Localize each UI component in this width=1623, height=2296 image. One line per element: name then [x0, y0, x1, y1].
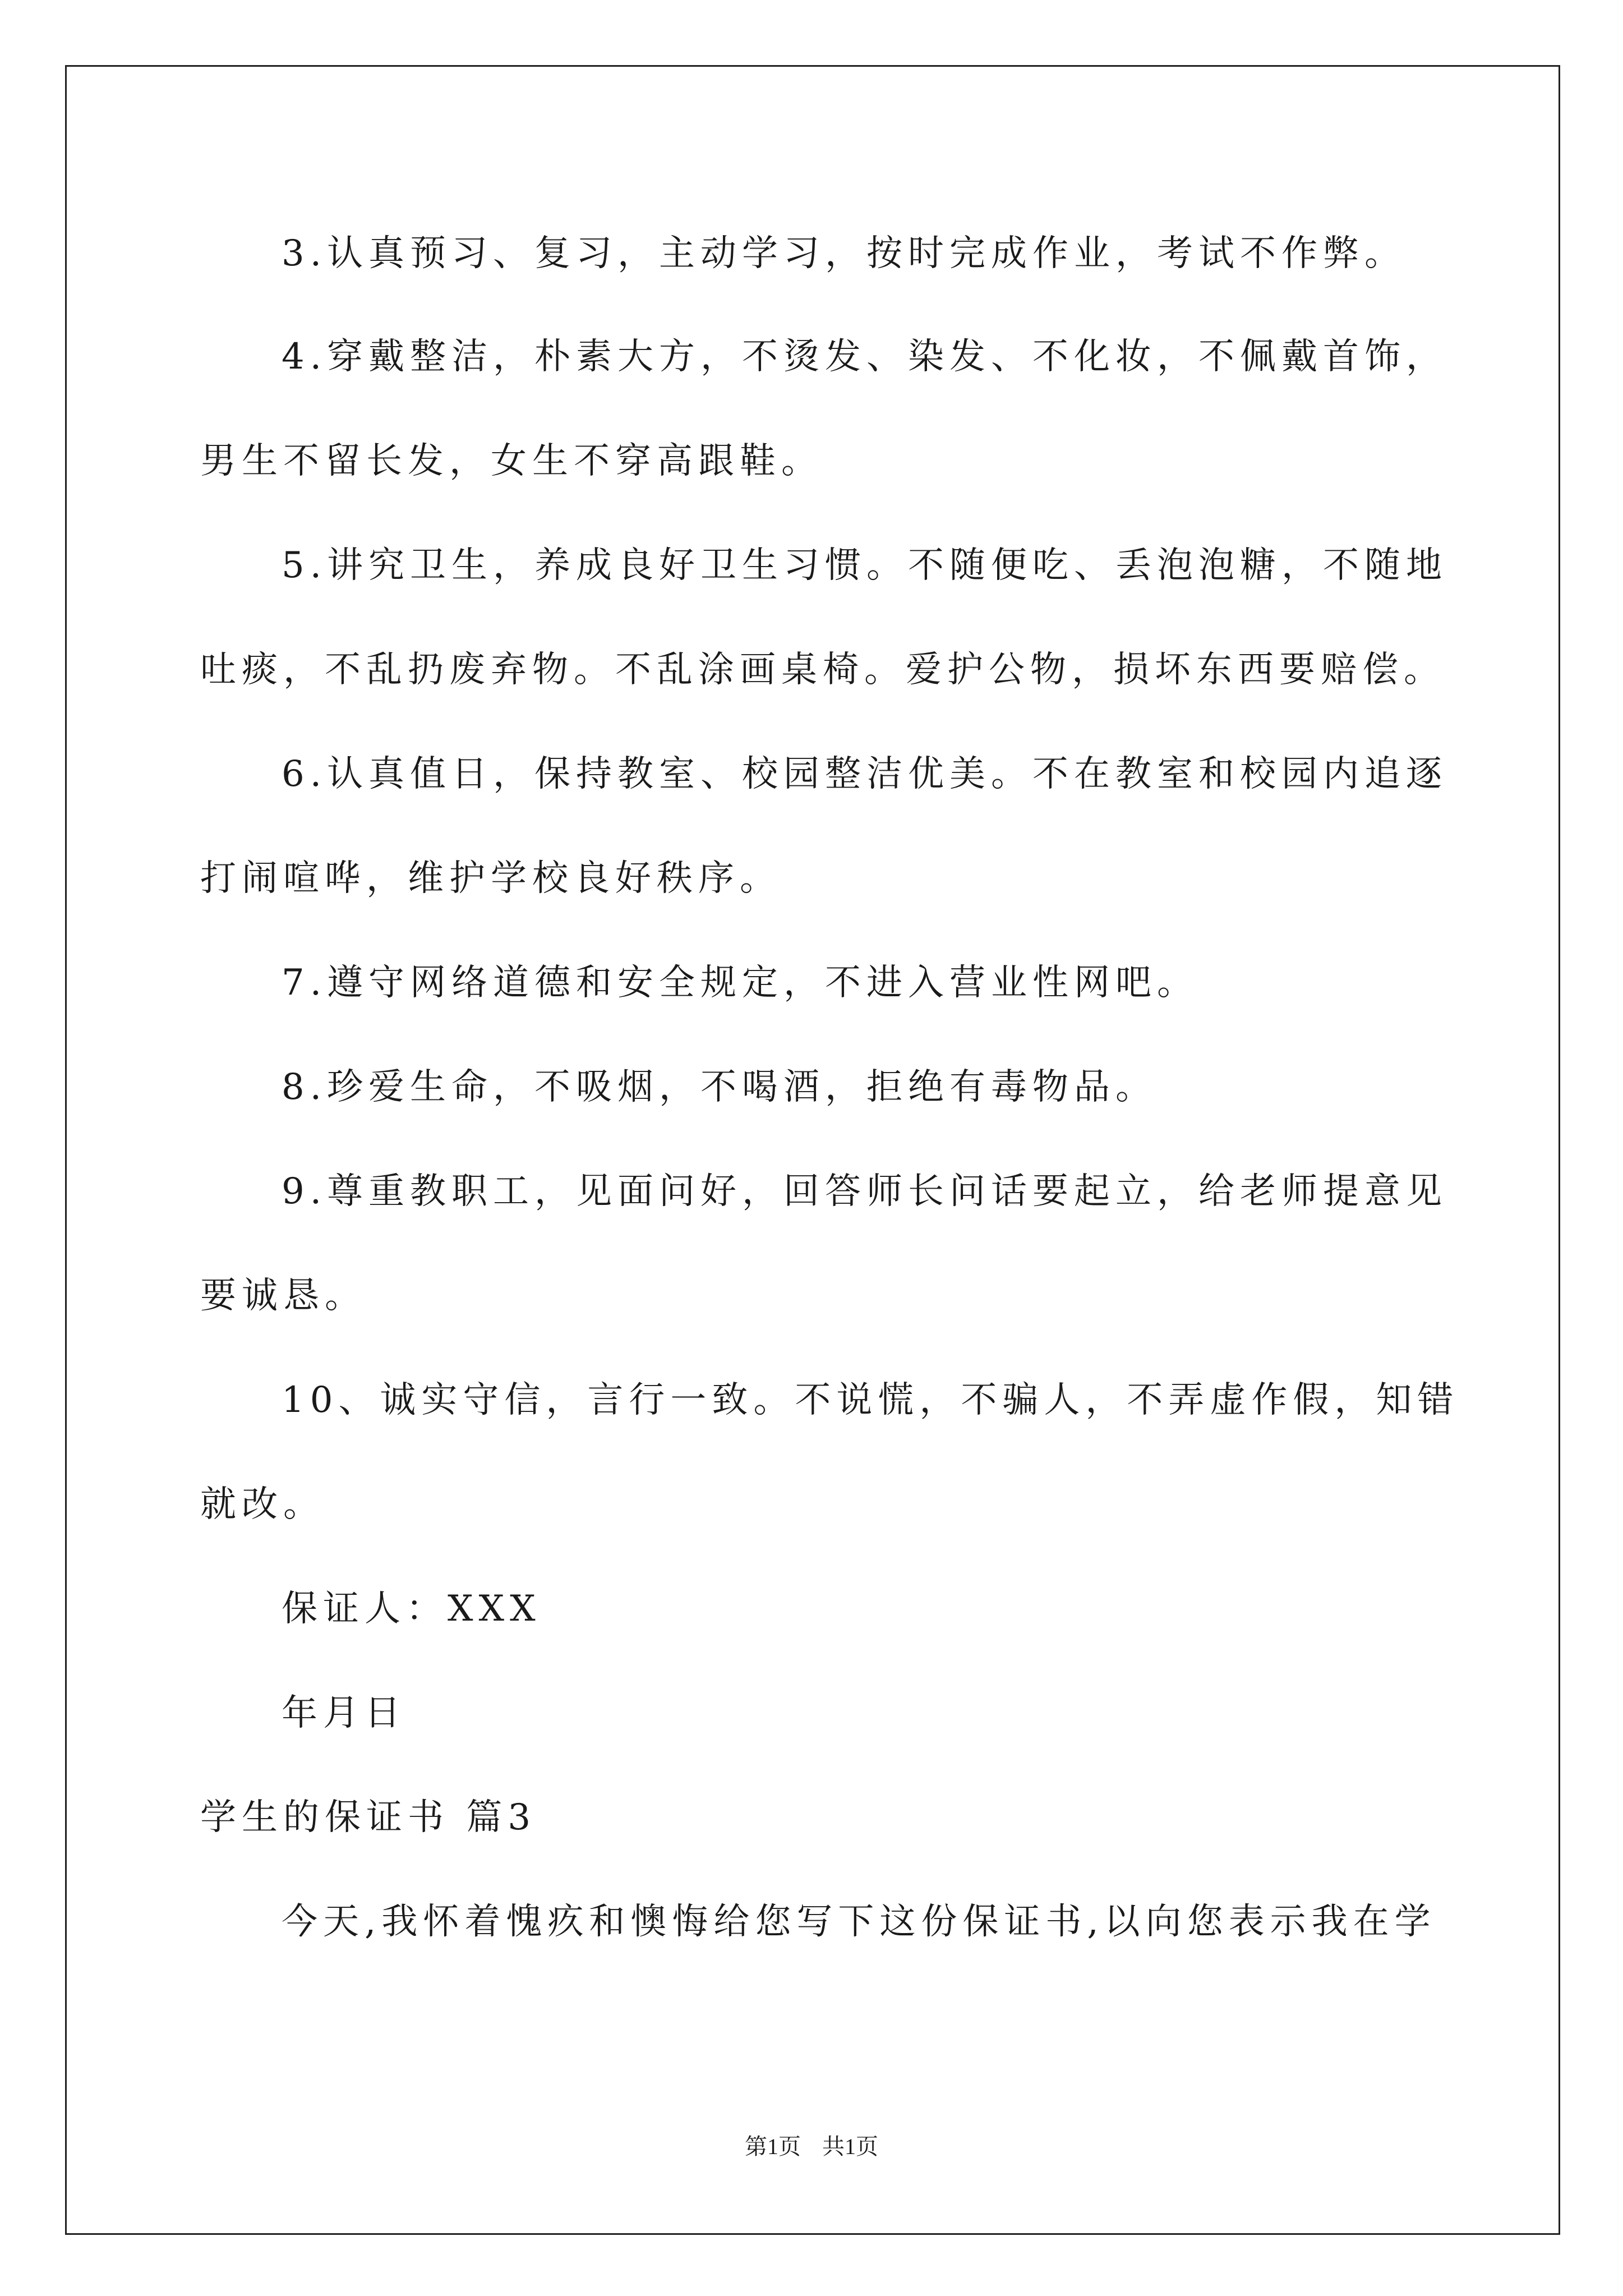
- rule-10-line-2: 就改。: [200, 1484, 325, 1525]
- rule-4-line-2: 男生不留长发，女生不穿高跟鞋。: [200, 440, 823, 482]
- rule-6-line-2: 打闹喧哗，维护学校良好秩序。: [200, 858, 781, 899]
- section-heading: 学生的保证书 篇3: [200, 1797, 537, 1838]
- rule-5-line-1: 5.讲究卫生，养成良好卫生习惯。不随便吃、丢泡泡糖，不随地: [282, 545, 1448, 586]
- rule-3: 3.认真预习、复习，主动学习，按时完成作业，考试不作弊。: [282, 233, 1407, 274]
- page-footer: [0, 2136, 1623, 2158]
- rule-9-line-1: 9.尊重教职工，见面问好，回答师长问话要起立，给老师提意见: [282, 1171, 1448, 1212]
- guarantor-line: 保证人：XXX: [282, 1588, 541, 1630]
- page-number: 第1页: [745, 2134, 801, 2159]
- rule-5-line-2: 吐痰，不乱扔废弃物。不乱涂画桌椅。爱护公物，损坏东西要赔偿。: [200, 649, 1445, 691]
- date-line: 年月日: [282, 1692, 406, 1734]
- rule-9-line-2: 要诚恳。: [200, 1275, 366, 1317]
- rule-10-line-1: 10、诚实守信，言行一致。不说慌，不骗人，不弄虚作假，知错: [282, 1379, 1459, 1421]
- rule-7: 7.遵守网络道德和安全规定，不进入营业性网吧。: [282, 962, 1199, 1004]
- page-total: 共1页: [822, 2134, 878, 2159]
- paragraph-opening: 今天,我怀着愧疚和懊悔给您写下这份保证书,以向您表示我在学: [282, 1901, 1436, 1943]
- rule-6-line-1: 6.认真值日，保持教室、校园整洁优美。不在教室和校园内追逐: [282, 753, 1448, 795]
- rule-4-line-1: 4.穿戴整洁，朴素大方，不烫发、染发、不化妆，不佩戴首饰，: [282, 336, 1448, 378]
- rule-8: 8.珍爱生命，不吸烟，不喝酒，拒绝有毒物品。: [282, 1066, 1158, 1108]
